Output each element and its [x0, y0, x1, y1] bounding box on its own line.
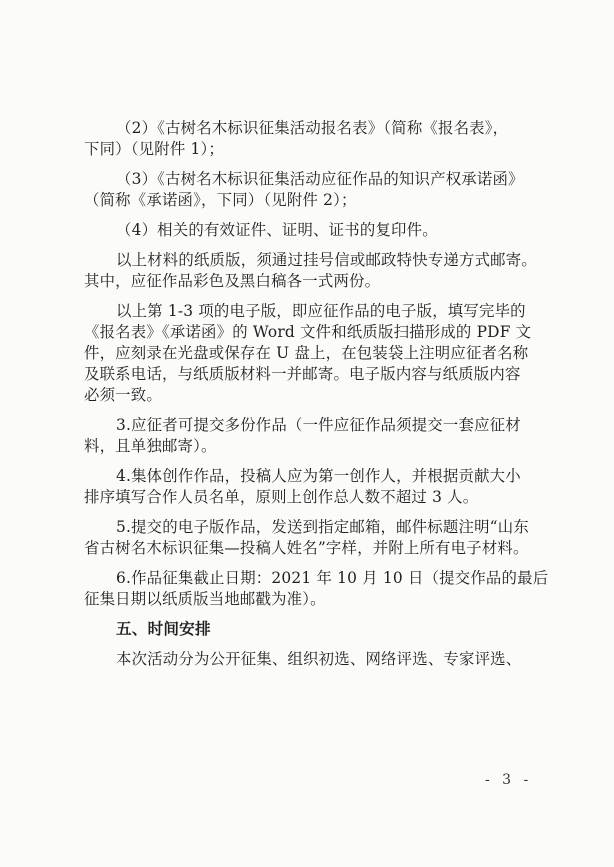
text-line: 必须一致。 — [84, 386, 162, 404]
text-line: 5.提交的电子版作品，发送到指定邮箱，邮件标题注明“山东 — [116, 518, 529, 536]
text-line: 4.集体创作作品，投稿人应为第一创作人，并根据贡献大小 — [116, 467, 521, 485]
document-body — [84, 118, 549, 670]
text-line: 征集日期以纸质版当地邮戳为准）。 — [84, 590, 326, 608]
text-line: 及联系电话，与纸质版材料一并邮寄。电子版内容与纸质版内容 — [84, 365, 521, 383]
text-line: 料，且单独邮寄）。 — [84, 437, 217, 455]
text-line: （4）相关的有效证件、证明、证书的复印件。 — [116, 221, 438, 239]
text-line: 省古树名木标识征集—投稿人姓名”字样，并附上所有电子材料。 — [84, 539, 529, 557]
text-line: 其中，应征作品彩色及黑白稿各一式两份。 — [84, 272, 381, 290]
text-line: 件，应刻录在光盘或保存在 U 盘上，在包装袋上注明应征者名称 — [84, 344, 529, 362]
text-line: 排序填写合作人员名单，原则上创作总人数不超过 3 人。 — [84, 488, 479, 506]
text-line: 下同）（见附件 1）； — [84, 140, 224, 158]
page-number: - 3 - — [485, 772, 533, 788]
text-line: 本次活动分为公开征集、组织初选、网络评选、专家评选、 — [116, 650, 522, 668]
section-heading: 五、时间安排 — [116, 620, 211, 638]
text-line: 3.应征者可提交多份作品（一件应征作品须提交一套应征材 — [116, 416, 521, 434]
text-line: （2）《古树名木标识征集活动报名表》（简称《报名表》， — [116, 119, 509, 137]
text-line: 6.作品征集截止日期：2021 年 10 月 10 日（提交作品的最后 — [116, 569, 549, 587]
text-line: （3）《古树名木标识征集活动应征作品的知识产权承诺函》 — [116, 170, 524, 188]
text-line: 《报名表》《承诺函》的 Word 文件和纸质版扫描形成的 PDF 文 — [84, 323, 532, 341]
text-line: 以上第 1-3 项的电子版，即应征作品的电子版，填写完毕的 — [116, 302, 526, 320]
text-line: 以上材料的纸质版，须通过挂号信或邮政特快专递方式邮寄。 — [116, 251, 537, 269]
text-line: （简称《承诺函》，下同）（见附件 2）； — [84, 191, 357, 209]
